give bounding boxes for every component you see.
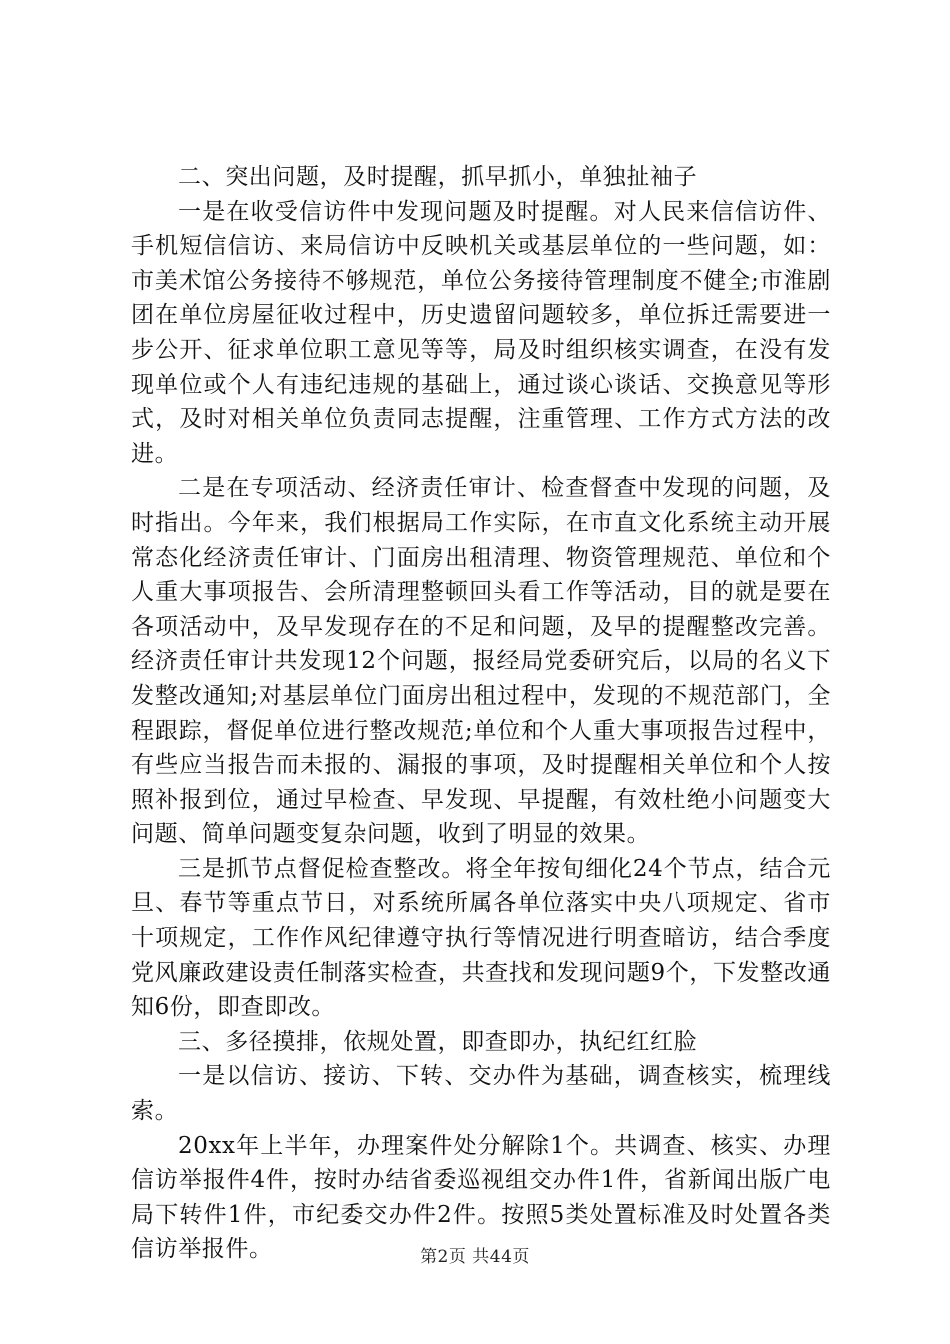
page-number-footer: 第2页 共44页 [420,1247,530,1267]
body-paragraph: 二是在专项活动、经济责任审计、检查督查中发现的问题，及时指出。今年来，我们根据局工作实际，在市直文化系统主动开展常态化经济责任审计、门面房出租清理、物资管理规范、单位和个人重大事项报告、会所清理整顿回头看工作等活动，目的就是要在各项活动中，及早发现存在的不足和问题，及早的提醒整改完善。经济责任审计共发现12个问题，报经局党委研究后，以局的名义下发整改通知;对基层单位门面房出租过程中，发现的不规范部门，全程跟踪，督促单位进行整改规范;单位和个人重大事项报告过程中，有些应当报告而未报的、漏报的事项，及时提醒相关单位和个人按照补报到位，通过早检查、早发现、早提醒，有效杜绝小问题变大问题、简单问题变复杂问题，收到了明显的效果。 [131,475,831,848]
body-paragraph: 20xx年上半年，办理案件处分解除1个。共调查、核实、办理信访举报件4件，按时办结省委巡视组交办件1件，省新闻出版广电局下转件1件，市纪委交办件2件。按照5类处置标准及时处置各类信访举报件。 [131,1132,831,1263]
document-body [131,160,831,1267]
section-heading-3: 三、多径摸排，依规处置，即查即办，执纪红红脸 [178,1028,698,1055]
body-paragraph: 一是在收受信访件中发现问题及时提醒。对人民来信信访件、手机短信信访、来局信访中反映机关或基层单位的一些问题，如：市美术馆公务接待不够规范，单位公务接待管理制度不健全;市淮剧团在单位房屋征收过程中，历史遗留问题较多，单位拆迁需要进一步公开、征求单位职工意见等等，局及时组织核实调查，在没有发现单位或个人有违纪违规的基础上，通过谈心谈话、交换意见等形式，及时对相关单位负责同志提醒，注重管理、工作方式方法的改进。 [131,198,831,467]
body-paragraph: 一是以信访、接访、下转、交办件为基础，调查核实，梳理线索。 [131,1063,831,1125]
section-heading-2: 二、突出问题，及时提醒，抓早抓小，单独扯袖子 [178,164,698,190]
body-paragraph: 三是抓节点督促检查整改。将全年按旬细化24个节点，结合元旦、春节等重点节日，对系统所属各单位落实中央八项规定、省市十项规定，工作作风纪律遵守执行等情况进行明查暗访，结合季度党风廉政建设责任制落实检查，共查找和发现问题9个，下发整改通知6份，即查即改。 [131,855,831,1021]
